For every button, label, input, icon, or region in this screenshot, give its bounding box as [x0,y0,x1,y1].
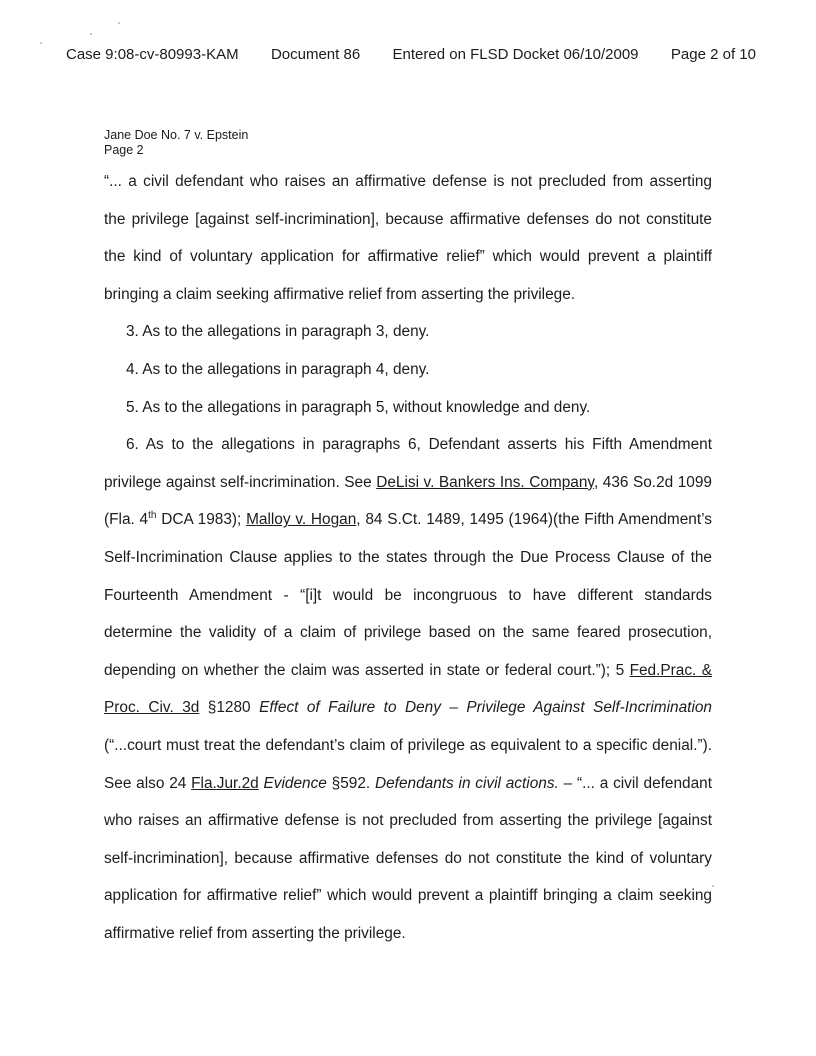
citation-text: , 84 S.Ct. 1489, 1495 (1964)(the Fifth Amendment’s Self-Incrimination Clause applies to the states through the Due Process Clause of the Fourteenth Amendment - “[i]t would be incongruous to have different standards determine the validity of a claim of privilege based on the same feared prosecution, depending on whether the claim was asserted in state or federal court.”); 5 [104,511,712,679]
quote-line: bringing a claim seeking affirmative relief from asserting the privilege. [104,285,576,303]
answer-item-3: 3. As to the allegations in paragraph 3, deny. [126,323,430,341]
ordinal-suffix: th [148,510,157,522]
case-number: Case 9:08-cv-80993-KAM [66,46,239,63]
scan-speck [118,22,120,24]
entered-date: Entered on FLSD Docket 06/10/2009 [392,46,639,63]
scan-speck [712,885,714,887]
citation-text: §592. [326,774,375,792]
page-indicator: Page 2 of 10 [670,46,756,63]
caption-title: Jane Doe No. 7 v. Epstein [104,128,249,142]
answer-item-6 [104,426,712,952]
citation-malloy: Malloy v. Hogan [246,511,357,529]
citation-fedprac: Fed.Prac. & Proc. Civ. 3d [104,661,712,717]
citation-text: §1280 [199,699,260,717]
citation-text: DCA 1983); [156,511,247,529]
citation-flajur: Fla.Jur.2d [191,774,259,792]
treatise-topic: Evidence [263,774,327,792]
quote-line: the privilege [against self-incrimination], because affirmative defenses do not constitute [104,210,712,228]
citation-text: – “... a civil defendant who raises an affirmative defense is not precluded from asserting the privilege [against self-incrimination], because affirmative defenses do not constitute the kind of voluntary application for affirmative relief” which would prevent a plaintiff bringing a claim seeking affirmative relief from asserting the privilege. [104,774,712,942]
document-body [104,163,712,952]
document-number: Document 86 [270,46,361,63]
quote-line: “... a civil defendant who raises an affirmative defense is not precluded from asserting [104,173,712,190]
treatise-title: Effect of Failure to Deny – Privilege Against Self-Incrimination [259,699,712,717]
docket-header [66,46,756,63]
citation-delisi: DeLisi v. Bankers Ins. Company [376,473,594,491]
answer-item-4: 4. As to the allegations in paragraph 4, deny. [126,360,430,378]
answer-item-5: 5. As to the allegations in paragraph 5, without knowledge and deny. [126,398,591,416]
scan-speck [90,33,92,35]
treatise-section: Defendants in civil actions. [375,774,559,792]
scan-speck [40,42,42,44]
case-caption [104,128,248,158]
para6-lead: 6. As to the allegations in paragraphs 6, Defendant asserts his Fifth Amendment privilege against self-incrimination. See [104,436,712,491]
citation-text: (“...court must treat the defendant’s claim of privilege as equivalent to a specific denial.”). See also 24 [104,736,712,792]
quote-line: the kind of voluntary application for affirmative relief” which would prevent a plaintiff [104,248,712,266]
citation-text: , 436 So.2d 1099 (Fla. 4 [104,473,712,529]
caption-page: Page 2 [104,143,144,157]
